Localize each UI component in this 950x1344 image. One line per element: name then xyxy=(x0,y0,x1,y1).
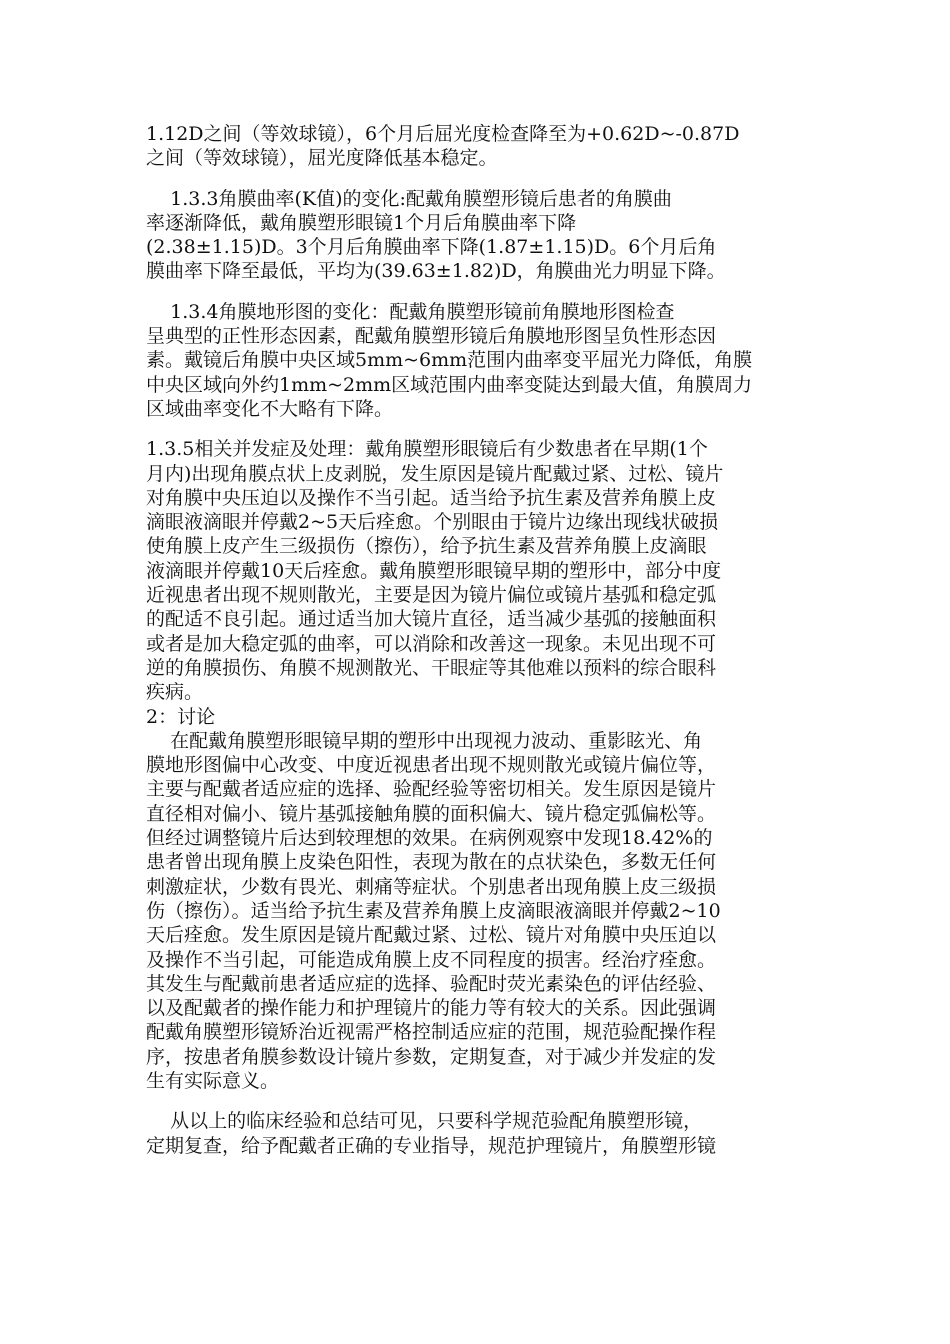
paragraph-refraction-result xyxy=(146,122,812,171)
text-line: 1.3.4角膜地形图的变化：配戴角膜塑形镜前角膜地形图检查 xyxy=(146,300,675,323)
text-line: 膜地形图偏中心改变、中度近视患者出现不规则散光或镜片偏位等， xyxy=(146,754,717,777)
text-line: 呈典型的正性形态因素，配戴角膜塑形镜后角膜地形图呈负性形态因 xyxy=(146,325,717,348)
text-line: 主要与配戴者适应症的选择、验配经验等密切相关。发生原因是镜片 xyxy=(146,778,717,801)
text-line: 对角膜中央压迫以及操作不当引起。适当给予抗生素及营养角膜上皮 xyxy=(146,486,717,509)
paragraph-corneal-topography xyxy=(146,300,812,421)
text-line: 生有实际意义。 xyxy=(146,1069,280,1092)
paragraph-gap xyxy=(146,1093,812,1109)
text-line: 其发生与配戴前患者适应症的选择、验配时荧光素染色的评估经验、 xyxy=(146,972,717,995)
paragraph-conclusion xyxy=(146,1109,812,1158)
paragraph-complications-and-discussion xyxy=(146,437,812,1093)
document-page xyxy=(146,122,812,1158)
text-line: 刺激症状，少数有畏光、刺痛等症状。个别患者出现角膜上皮三级损 xyxy=(146,875,717,898)
paragraph-gap xyxy=(146,284,812,300)
text-line: 伤（擦伤）。适当给予抗生素及营养角膜上皮滴眼液滴眼并停戴2~10 xyxy=(146,899,721,922)
section-heading-discussion: 2：讨论 xyxy=(146,705,216,728)
text-line: 从以上的临床经验和总结可见，只要科学规范验配角膜塑形镜， xyxy=(146,1110,703,1133)
text-line: 但经过调整镜片后达到较理想的效果。在病例观察中发现18.42%的 xyxy=(146,827,713,850)
text-line: 定期复查，给予配戴者正确的专业指导，规范护理镜片，角膜塑形镜 xyxy=(146,1134,717,1157)
text-line: 中央区域向外约1mm~2mm区域范围内曲率变陡达到最大值，角膜周力 xyxy=(146,373,753,396)
paragraph-gap xyxy=(146,171,812,187)
text-line: (2.38±1.15)D。3个月后角膜曲率下降(1.87±1.15)D。6个月后角 xyxy=(146,236,717,259)
text-line: 及操作不当引起，可能造成角膜上皮不同程度的损害。经治疗痊愈。 xyxy=(146,948,717,971)
text-line: 或者是加大稳定弧的曲率，可以消除和改善这一现象。未见出现不可 xyxy=(146,632,717,655)
text-line: 之间（等效球镜），屈光度降低基本稳定。 xyxy=(146,147,498,170)
text-line: 1.12D之间（等效球镜），6个月后屈光度检查降至为+0.62D~-0.87D xyxy=(146,123,740,145)
text-line: 的配适不良引起。通过适当加大镜片直径，适当减少基弧的接触面积 xyxy=(146,608,717,631)
text-line: 天后痊愈。发生原因是镜片配戴过紧、过松、镜片对角膜中央压迫以 xyxy=(146,924,717,947)
text-line: 直径相对偏小、镜片基弧接触角膜的面积偏大、镜片稳定弧偏松等。 xyxy=(146,802,717,825)
text-line: 疾病。 xyxy=(146,681,204,704)
text-line: 逆的角膜损伤、角膜不规测散光、干眼症等其他难以预料的综合眼科 xyxy=(146,656,717,679)
text-line: 素。戴镜后角膜中央区域5mm~6mm范围内曲率变平屈光力降低，角膜 xyxy=(146,349,753,372)
paragraph-corneal-curvature xyxy=(146,187,812,284)
text-line: 液滴眼并停戴10天后痊愈。戴角膜塑形眼镜早期的塑形中，部分中度 xyxy=(146,559,722,582)
text-line: 滴眼液滴眼并停戴2~5天后痊愈。个别眼由于镜片边缘出现线状破损 xyxy=(146,511,719,534)
text-line: 区域曲率变化不大略有下降。 xyxy=(146,397,394,420)
text-line: 率逐渐降低，戴角膜塑形眼镜1个月后角膜曲率下降 xyxy=(146,211,577,234)
text-line: 1.3.3角膜曲率(K值)的变化:配戴角膜塑形镜后患者的角膜曲 xyxy=(146,187,672,210)
text-line: 以及配戴者的操作能力和护理镜片的能力等有较大的关系。因此强调 xyxy=(146,997,717,1020)
paragraph-gap xyxy=(146,421,812,437)
text-line: 月内)出现角膜点状上皮剥脱，发生原因是镜片配戴过紧、过松、镜片 xyxy=(146,462,724,485)
text-line: 配戴角膜塑形镜矫治近视需严格控制适应症的范围，规范验配操作程 xyxy=(146,1021,717,1044)
text-line: 在配戴角膜塑形眼镜早期的塑形中出现视力波动、重影眩光、角 xyxy=(146,729,703,752)
text-line: 序，按患者角膜参数设计镜片参数，定期复查，对于减少并发症的发 xyxy=(146,1045,717,1068)
text-line: 患者曾出现角膜上皮染色阳性，表现为散在的点状染色，多数无任何 xyxy=(146,851,717,874)
text-line: 近视患者出现不规则散光，主要是因为镜片偏位或镜片基弧和稳定弧 xyxy=(146,584,717,607)
text-line: 1.3.5相关并发症及处理：戴角膜塑形眼镜后有少数患者在早期(1个 xyxy=(146,438,708,461)
text-line: 膜曲率下降至最低，平均为(39.63±1.82)D，角膜曲光力明显下降。 xyxy=(146,260,726,283)
text-line: 使角膜上皮产生三级损伤（擦伤），给予抗生素及营养角膜上皮滴眼 xyxy=(146,535,707,558)
